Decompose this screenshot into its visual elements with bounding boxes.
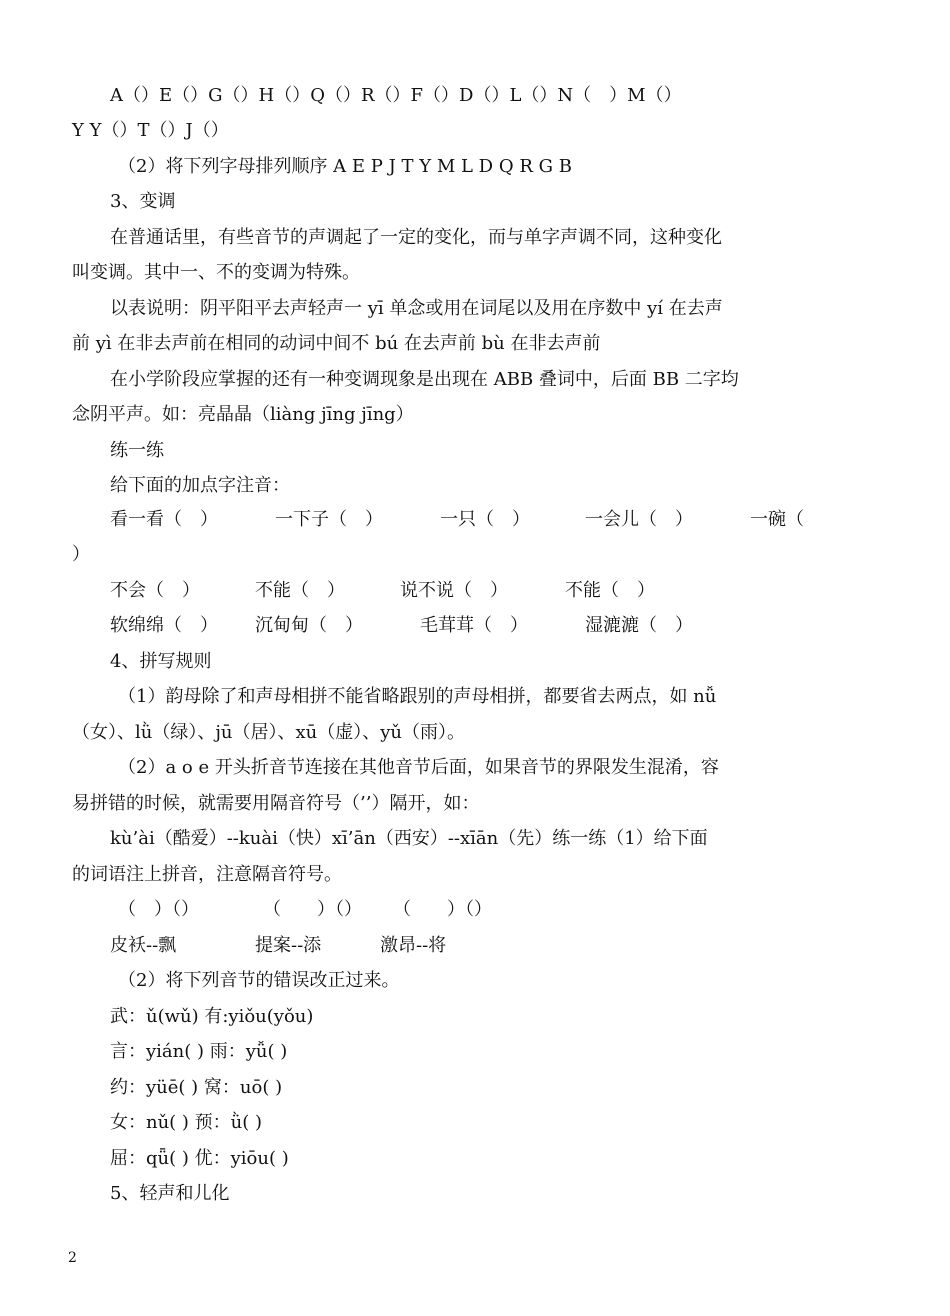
page-number: 2	[68, 1250, 77, 1266]
exercise-item: 不能（ ）	[255, 580, 345, 601]
letter-blanks-line-2: Y Y（）T（）J（）	[72, 120, 229, 141]
paragraph-text: 在小学阶段应掌握的还有一种变调现象是出现在 ABB 叠词中，后面 BB 二字均	[110, 369, 739, 390]
exercise-item: 一下子（ ）	[275, 509, 383, 530]
paragraph-text: （1）韵母除了和声母相拼不能省略跟别的声母相拼，都要省去两点，如 nǚ	[118, 686, 717, 707]
exercise-item: 软绵绵（ ）	[110, 615, 218, 636]
word-pair: 激昂--将	[380, 935, 447, 956]
exercise-row	[110, 614, 817, 638]
exercise-order-letters: （2）将下列字母排列顺序 A E P J T Y M L D Q R G B	[118, 156, 572, 177]
exercise-row-wrap: ）	[72, 544, 90, 565]
practice-instruction: 给下面的加点字注音：	[110, 475, 290, 496]
exercise-row	[110, 579, 817, 603]
pinyin-blank-row	[118, 898, 825, 922]
paragraph-text: 念阴平声。如：亮晶晶（liàng jīng jīng）	[72, 404, 414, 425]
exercise-item: 不能（ ）	[565, 580, 655, 601]
exercise-item: 一碗（	[750, 509, 804, 530]
letter-blanks-line-1: A（）E（）G（）H（）Q（）R（）F（）D（）L（）N（ ）M（）	[110, 85, 682, 106]
exercise-item: 沉甸甸（ ）	[255, 615, 363, 636]
exercise-item: 湿漉漉（ ）	[585, 615, 693, 636]
correction-item: 屈：qǖ( ) 优：yiōu( )	[110, 1148, 289, 1169]
word-pair-row	[110, 934, 817, 958]
paragraph-text: 易拼错的时候，就需要用隔音符号（’’）隔开，如：	[72, 793, 480, 814]
section-heading-neutral-tone: 5、轻声和儿化	[110, 1183, 230, 1204]
section-heading-spelling-rules: 4、拼写规则	[110, 651, 212, 672]
correction-item: 武：ǔ(wǔ) 有:yiǒu(yǒu)	[110, 1006, 314, 1027]
exercise-item: 说不说（ ）	[400, 580, 508, 601]
exercise-row	[110, 508, 817, 532]
pinyin-blank: （ ）（）	[263, 899, 362, 920]
pinyin-blank: （ ）（）	[118, 899, 199, 920]
correction-item: 约：yüē( ) 窝：uō( )	[110, 1077, 283, 1098]
pinyin-blank: （ ）（）	[393, 899, 492, 920]
paragraph-text: 的词语注上拼音，注意隔音符号。	[72, 864, 342, 885]
exercise-item: 一只（ ）	[440, 509, 530, 530]
exercise-item: 看一看（ ）	[110, 509, 218, 530]
paragraph-text: 在普通话里，有些音节的声调起了一定的变化，而与单字声调不同，这种变化	[110, 227, 722, 248]
correction-item: 女：nǔ( ) 预：ǜ( )	[110, 1112, 263, 1133]
practice-heading: 练一练	[110, 440, 164, 461]
word-pair: 提案--添	[255, 935, 322, 956]
section-heading-tone-change: 3、变调	[110, 191, 176, 212]
paragraph-text: 以表说明：阴平阳平去声轻声一 yī 单念或用在词尾以及用在序数中 yí 在去声	[110, 298, 723, 319]
paragraph-text: 前 yì 在非去声前在相同的动词中间不 bú 在去声前 bù 在非去声前	[72, 333, 601, 354]
exercise-item: 毛茸茸（ ）	[420, 615, 528, 636]
exercise-item: 不会（ ）	[110, 580, 200, 601]
correction-item: 言：yián( ) 雨：yǚ( )	[110, 1041, 288, 1062]
exercise-correct-errors: （2）将下列音节的错误改正过来。	[118, 970, 400, 991]
paragraph-text: （2）a o e 开头折音节连接在其他音节后面，如果音节的界限发生混淆，容	[118, 757, 719, 778]
paragraph-text: 叫变调。其中一、不的变调为特殊。	[72, 262, 360, 283]
paragraph-text: （女）、lǜ（绿）、jū（居）、xū（虚）、yǔ（雨）。	[72, 722, 466, 743]
exercise-item: 一会儿（ ）	[585, 509, 693, 530]
paragraph-text: kù’ài（酷爱）--kuài（快）xī’ān（西安）--xīān（先）练一练（1）给下面	[110, 828, 708, 849]
word-pair: 皮袄--飘	[110, 935, 177, 956]
